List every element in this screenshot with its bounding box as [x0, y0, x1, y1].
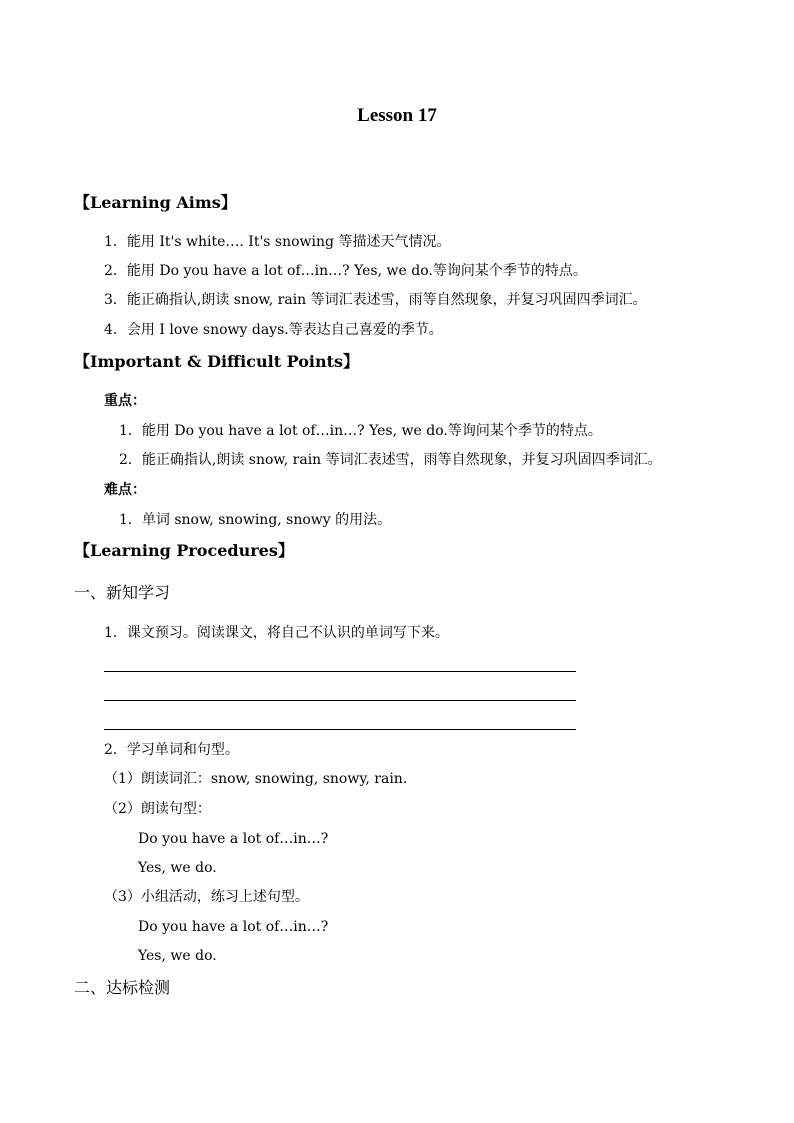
sub3-question: Do you have a lot of…in…?: [138, 919, 329, 935]
page-title: Lesson 17: [357, 105, 437, 126]
answer-line-3: [104, 729, 576, 730]
important-item-1: 1．能用 Do you have a lot of…in…? Yes, we do.等询问某个季节的特点。: [119, 423, 602, 439]
important-item-2: 2．能正确指认,朗读 snow, rain 等词汇表述雪，雨等自然现象，并复习巩固四季词汇。: [119, 452, 662, 468]
sub2-text: （2）朗读句型：: [104, 801, 211, 817]
aim-item-2: 2．能用 Do you have a lot of…in…? Yes, we do.等询问某个季节的特点。: [104, 263, 587, 279]
answer-line-2: [104, 700, 576, 701]
answer-line-1: [104, 671, 576, 672]
aim-item-1: 1．能用 It's white…. It's snowing 等描述天气情况。: [104, 234, 451, 250]
step1-text: 1．课文预习。阅读课文，将自己不认识的单词写下来。: [104, 625, 449, 641]
points-heading: 【Important & Difficult Points】: [74, 352, 360, 371]
sub1-text: （1）朗读词汇：snow, snowing, snowy, rain.: [104, 771, 408, 787]
important-label: 重点：: [104, 393, 146, 409]
difficult-item-1: 1．单词 snow, snowing, snowy 的用法。: [119, 512, 392, 528]
sub3-text: （3）小组活动，练习上述句型。: [104, 889, 309, 905]
sub2-question: Do you have a lot of…in…?: [138, 831, 329, 847]
part2-heading: 二、达标检测: [74, 978, 171, 997]
difficult-label: 难点：: [104, 482, 146, 498]
aim-item-4: 4．会用 I love snowy days.等表达自己喜爱的季节。: [104, 322, 443, 338]
aim-item-3: 3．能正确指认,朗读 snow, rain 等词汇表述雪，雨等自然现象，并复习巩固四季词汇。: [104, 292, 647, 308]
learning-aims-heading: 【Learning Aims】: [74, 193, 237, 212]
part1-heading: 一、新知学习: [74, 583, 171, 602]
step2-text: 2．学习单词和句型。: [104, 742, 239, 758]
sub3-answer: Yes, we do.: [138, 948, 217, 964]
sub2-answer: Yes, we do.: [138, 860, 217, 876]
procedures-heading: 【Learning Procedures】: [74, 541, 294, 560]
